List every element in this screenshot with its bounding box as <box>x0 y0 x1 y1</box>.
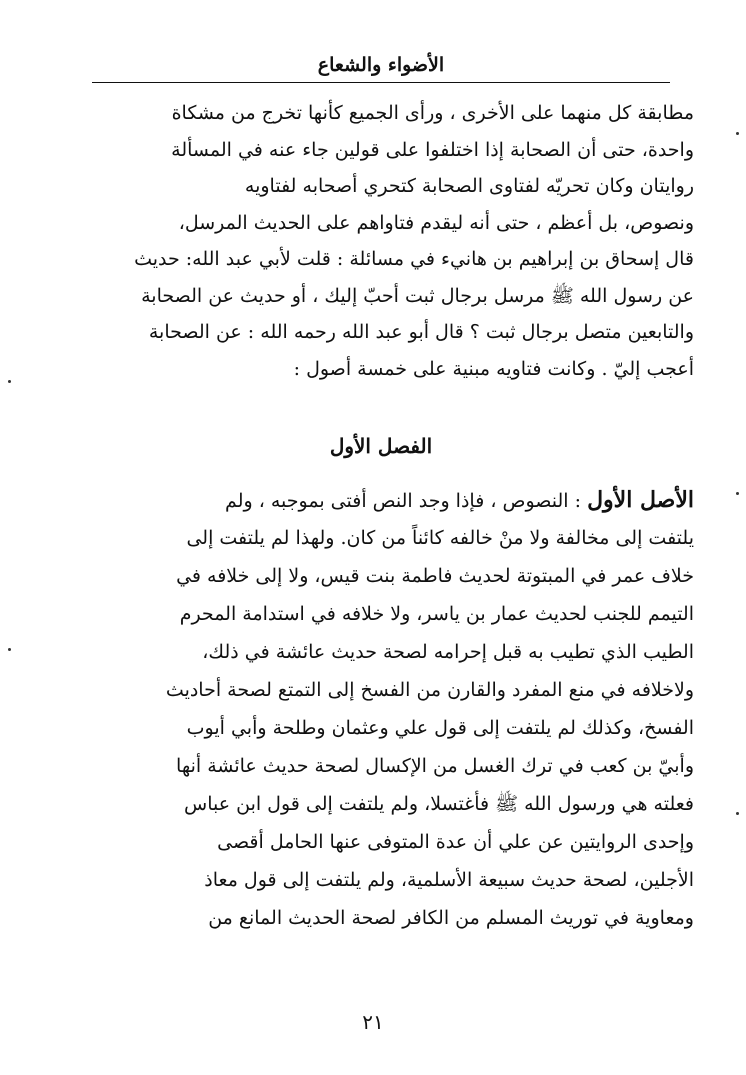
margin-mark <box>8 380 11 383</box>
chapter-heading: الفصل الأول <box>329 434 433 458</box>
header-rule <box>92 82 670 83</box>
text-line: ونصوص، بل أعظم ، حتى أنه ليقدم فتاواهم على الحديث المرسل، <box>178 211 694 234</box>
text-line: الأجلين، لصحة حديث سبيعة الأسلمية، ولم يلتفت إلى قول معاذ <box>204 869 694 891</box>
margin-mark <box>736 812 739 815</box>
margin-mark <box>736 492 739 495</box>
paragraph-first-principle <box>94 481 694 937</box>
text-line: وإحدى الروايتين عن علي أن عدة المتوفى عنها الحامل أقصى <box>217 831 694 853</box>
text-line: التيمم للجنب لحديث عمار بن ياسر، ولا خلافه في استدامة المحرم <box>179 603 694 625</box>
margin-mark <box>736 132 739 135</box>
paragraph-intro <box>94 95 694 387</box>
text-line-first <box>94 481 694 519</box>
text-line: أعجب إليّ . وكانت فتاويه مبنية على خمسة أصول : <box>293 357 694 380</box>
text-line: مطابقة كل منهما على الأخرى ، ورأى الجميع كأنها تخرج من مشكاة <box>171 102 694 124</box>
page-number: ٢١ <box>362 1010 384 1034</box>
text-line: يلتفت إلى مخالفة ولا منْ خالفه كائناً من كان. ولهذا لم يلتفت إلى <box>186 527 694 549</box>
margin-mark <box>8 648 11 651</box>
text-line: وأبيّ بن كعب في ترك الغسل من الإكسال لصحة حديث عائشة أنها <box>176 755 694 777</box>
text-line: ولاخلافه في منع المفرد والقارن من الفسخ إلى التمتع لصحة أحاديث <box>165 679 694 701</box>
lead-line-rest: : النصوص ، فإذا وجد النص أفتى بموجبه ، ولم <box>225 490 588 512</box>
text-line: قال إسحاق بن إبراهيم بن هانيء في مسائلة : قلت لأبي عبد الله: حديث <box>134 248 694 270</box>
running-header: الأضواء والشعاع <box>317 54 445 76</box>
text-line: فعلته هي ورسول الله ﷺ فأغتسلا، ولم يلتفت إلى قول ابن عباس <box>184 793 694 815</box>
text-line: عن رسول الله ﷺ مرسل برجال ثبت أحبّ إليك ، أو حديث عن الصحابة <box>141 284 694 307</box>
text-line: والتابعين متصل برجال ثبت ؟ قال أبو عبد الله رحمه الله : عن الصحابة <box>148 321 694 343</box>
text-line: واحدة، حتى أن الصحابة إذا اختلفوا على قولين جاء عنه في المسألة <box>171 138 694 161</box>
text-line: الفسخ، وكذلك لم يلتفت إلى قول علي وعثمان وطلحة وأبي أيوب <box>186 717 694 739</box>
text-line: خلاف عمر في المبتوتة لحديث فاطمة بنت قيس، ولا إلى خلافه في <box>176 565 694 587</box>
text-line: روايتان وكان تحريّه لفتاوى الصحابة كتحري أصحابه لفتاويه <box>244 175 694 197</box>
text-line: ومعاوية في توريث المسلم من الكافر لصحة الحديث المانع من <box>208 907 694 929</box>
text-line: الطيب الذي تطيب به قبل إحرامه لصحة حديث عائشة في ذلك، <box>202 641 694 663</box>
lead-term: الأصل الأول <box>587 487 694 513</box>
